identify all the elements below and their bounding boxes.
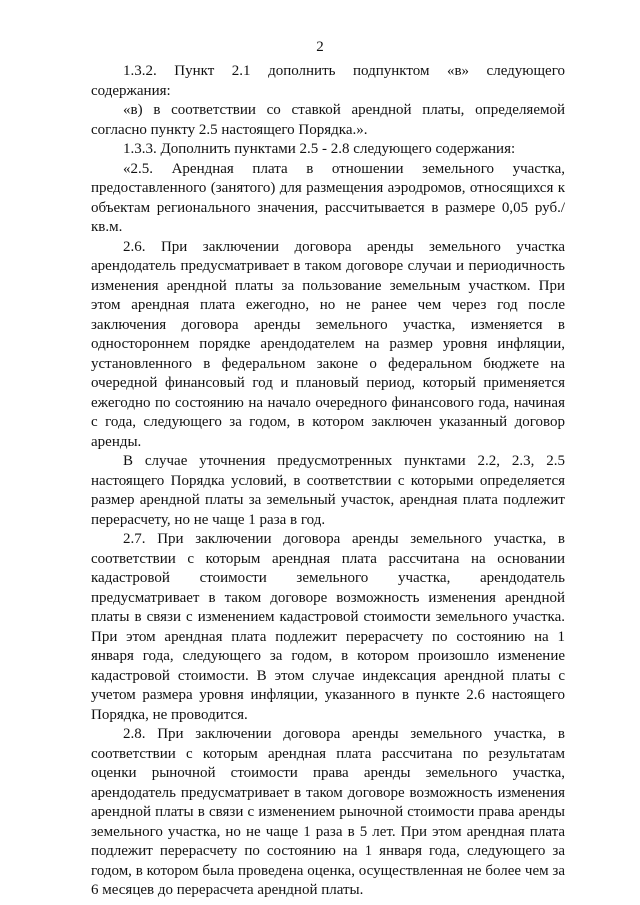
- paragraph-recalculation: В случае уточнения предусмотренных пунктами 2.2, 2.3, 2.5 настоящего Порядка условий, в соответствии с которыми определяется размер арендной платы за земельный участок, арендная плата подлежит перерасчету, но не чаще 1 раза в год.: [91, 453, 565, 528]
- paragraph-2-7: 2.7. При заключении договора аренды земельного участка, в соответствии с которым арендная плата рассчитана на основании кадастровой стоимости земельного участка, арендодатель предусматривает в таком договоре возможность изменения арендной платы в связи с изменением кадастровой стоимости земельного участка. При этом арендная плата подлежит перерасчету по состоянию на 1 января года, следующего за годом, в котором произошло изменение кадастровой стоимости. В этом случае индексация арендной платы с учетом размера уровня инфляции, указанного в пункте 2.6 настоящего Порядка, не проводится.: [91, 531, 565, 723]
- paragraph-2-8: 2.8. При заключении договора аренды земельного участка, в соответствии с которым арендная плата рассчитана по результатам оценки рыночной стоимости права аренды земельного участка, арендодатель предусматривает в таком договоре возможность изменения арендной платы в связи с изменением рыночной стоимости права аренды земельного участка, но не чаще 1 раза в 5 лет. При этом арендная плата подлежит перерасчету по состоянию на 1 января года, следующего за годом, в котором была проведена оценка, осуществленная не более чем за 6 месяцев до перерасчета арендной платы.: [91, 726, 565, 898]
- document-body: [91, 62, 565, 901]
- page-number: 2: [316, 39, 324, 55]
- paragraph-1-3-3: 1.3.3. Дополнить пунктами 2.5 - 2.8 следующего содержания:: [123, 141, 516, 157]
- paragraph-2-5: «2.5. Арендная плата в отношении земельного участка, предоставленного (занятого) для размещения аэродромов, относящихся к объектам регионального значения, рассчитывается в размере 0,05 руб./кв.м.: [91, 160, 565, 235]
- paragraph-2-6: 2.6. При заключении договора аренды земельного участка арендодатель предусматривает в таком договоре случаи и периодичность изменения арендной платы за пользование земельным участком. При этом арендная плата ежегодно, но не ранее чем через год после заключения договора аренды земельного участка, изменяется в одностороннем порядке арендодателем на размер уровня инфляции, установленного в федеральном законе о федеральном бюджете на очередной финансовый год и плановый период, который применяется ежегодно по состоянию на начало очередного финансового года, начиная с года, следующего за годом, в котором заключен указанный договор аренды.: [91, 238, 565, 450]
- paragraph-subpoint-v: «в) в соответствии со ставкой арендной платы, определяемой согласно пункту 2.5 настоящего Порядка.».: [91, 102, 565, 138]
- paragraph-1-3-2: 1.3.2. Пункт 2.1 дополнить подпунктом «в» следующего содержания:: [91, 63, 565, 99]
